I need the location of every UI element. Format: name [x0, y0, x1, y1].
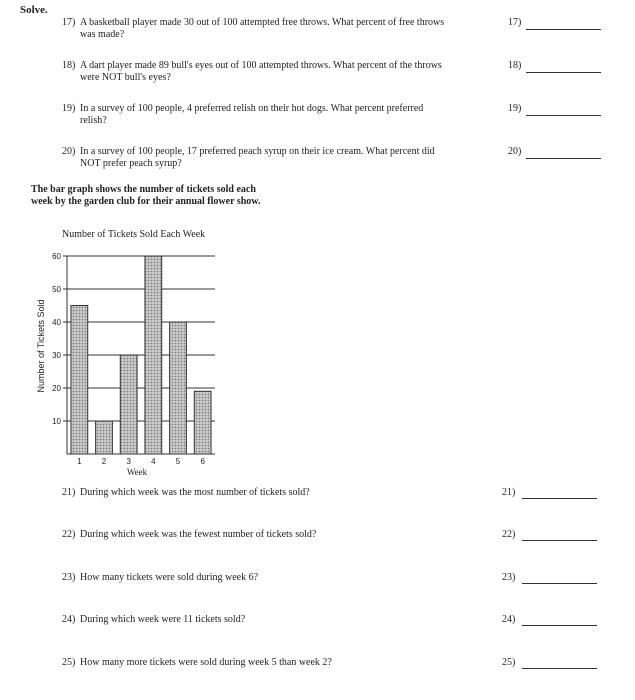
answer-label-25: 25) — [502, 657, 516, 668]
answer-label-24: 24) — [502, 614, 516, 625]
x-axis-label: Week — [126, 467, 148, 477]
y-tick-label: 60 — [52, 252, 61, 261]
question-23 — [62, 572, 462, 586]
question-text: How many tickets were sold during week 6? — [80, 572, 259, 583]
bar-week-1 — [71, 306, 88, 455]
bar-week-4 — [145, 256, 162, 454]
x-tick-label: 2 — [101, 457, 107, 466]
answer-label-23: 23) — [502, 572, 516, 583]
x-tick-label: 5 — [175, 457, 181, 466]
answer-label-20: 20) — [508, 146, 522, 157]
y-tick-label: 50 — [52, 285, 61, 294]
question-number: 18) — [62, 60, 76, 71]
question-number: 17) — [62, 17, 76, 28]
question-line: NOT prefer peach syrup? — [80, 158, 182, 169]
question-number: 25) — [62, 657, 76, 668]
answer-label-19: 19) — [508, 103, 522, 114]
question-text: How many more tickets were sold during week 5 than week 2? — [80, 657, 332, 668]
answer-label-18: 18) — [508, 60, 522, 71]
answer-blank-21[interactable] — [522, 498, 597, 499]
chart-title: Number of Tickets Sold Each Week — [62, 229, 206, 240]
y-tick-label: 20 — [52, 384, 61, 393]
x-tick-label: 6 — [200, 457, 205, 466]
question-text: During which week were 11 tickets sold? — [80, 614, 246, 625]
question-line: relish? — [80, 115, 107, 126]
answer-blank-23[interactable] — [522, 583, 597, 584]
answer-blank-24[interactable] — [522, 625, 597, 626]
answer-blank-25[interactable] — [522, 668, 597, 669]
y-tick-label: 10 — [52, 417, 61, 426]
question-number: 20) — [62, 146, 76, 157]
x-tick-label: 1 — [77, 457, 82, 466]
y-tick-label: 40 — [52, 318, 61, 327]
bar-week-3 — [120, 355, 137, 454]
intro-line: The bar graph shows the number of tickets sold each — [31, 184, 256, 195]
answer-label-17: 17) — [508, 17, 522, 28]
question-number: 22) — [62, 529, 76, 540]
y-axis-label: Number of Tickets Sold — [36, 299, 46, 393]
answer-label-21: 21) — [502, 487, 516, 498]
question-line: In a survey of 100 people, 17 preferred peach syrup on their ice cream. What percent did — [80, 146, 435, 157]
question-line: was made? — [80, 29, 125, 40]
question-24 — [62, 614, 462, 628]
question-number: 21) — [62, 487, 76, 498]
answer-blank-22[interactable] — [522, 540, 597, 541]
intro-line: week by the garden club for their annual flower show. — [31, 196, 261, 207]
question-22 — [62, 529, 462, 543]
question-line: A basketball player made 30 out of 100 attempted free throws. What percent of free throws — [80, 17, 445, 28]
bar-week-5 — [170, 322, 187, 454]
question-number: 19) — [62, 103, 76, 114]
answer-label-22: 22) — [502, 529, 516, 540]
question-line: A dart player made 89 bull's eyes out of 100 attempted throws. What percent of the throws — [80, 60, 442, 71]
question-21 — [62, 487, 462, 501]
y-tick-label: 30 — [52, 351, 61, 360]
bar-week-2 — [96, 421, 113, 454]
x-tick-label: 4 — [151, 457, 156, 466]
bar-week-6 — [194, 391, 211, 454]
question-line: were NOT bull's eyes? — [80, 72, 171, 83]
question-number: 24) — [62, 614, 76, 625]
question-number: 23) — [62, 572, 76, 583]
question-line: In a survey of 100 people, 4 preferred relish on their hot dogs. What percent preferred — [80, 103, 424, 114]
worksheet-heading: Solve. — [20, 4, 48, 16]
question-25 — [62, 657, 462, 671]
question-text: During which week was the most number of tickets sold? — [80, 487, 310, 498]
question-text: During which week was the fewest number of tickets sold? — [80, 529, 317, 540]
x-tick-label: 3 — [126, 457, 131, 466]
